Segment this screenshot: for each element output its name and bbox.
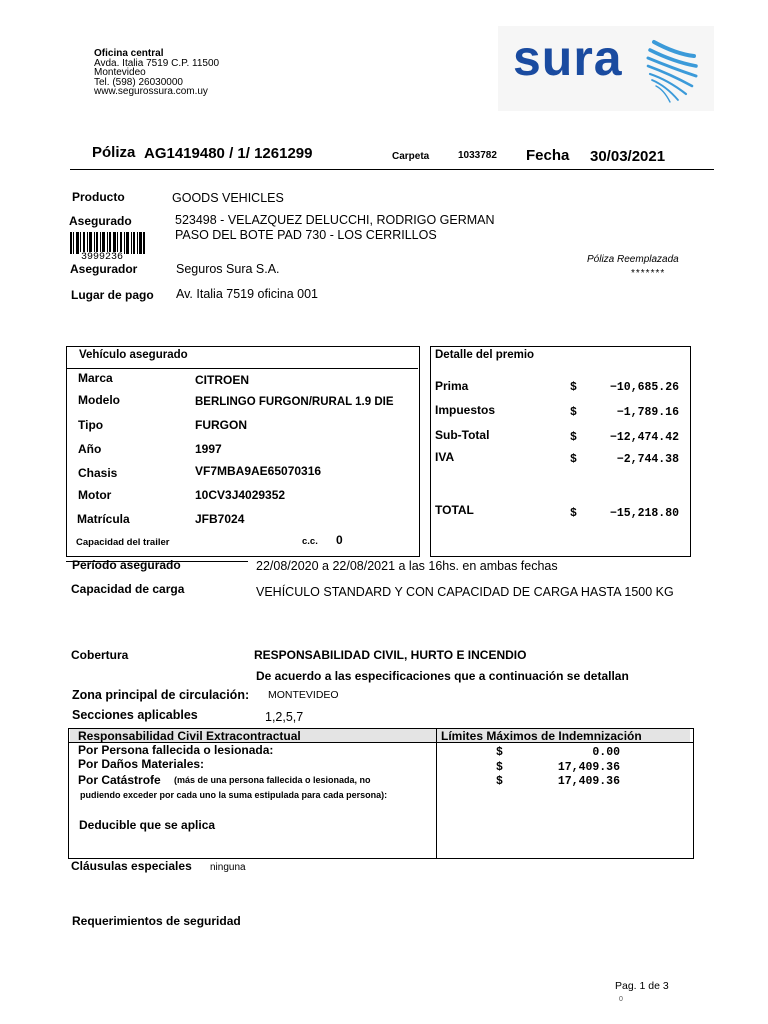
secciones-value: 1,2,5,7 xyxy=(265,710,304,724)
trailer-label: Capacidad del trailer xyxy=(76,537,170,548)
footer-small: 0 xyxy=(619,996,623,1003)
fecha-value: 30/03/2021 xyxy=(590,148,666,165)
barcode-icon xyxy=(70,232,146,254)
asegurador-label: Asegurador xyxy=(70,262,138,276)
company-logo xyxy=(498,26,714,111)
zona-value: MONTEVIDEO xyxy=(268,689,339,701)
catastrofe-currency: $ xyxy=(496,775,503,788)
motor-value: 10CV3J4029352 xyxy=(195,488,286,502)
producto-label: Producto xyxy=(72,190,125,204)
matricula-label: Matrícula xyxy=(77,512,130,526)
header-divider xyxy=(70,169,714,170)
poliza-reemplazada-label: Póliza Reemplazada xyxy=(587,254,679,265)
requerimientos-label: Requerimientos de seguridad xyxy=(72,914,241,928)
capacidad-label: Capacidad de carga xyxy=(71,582,185,596)
cobertura-note: De acuerdo a las especificaciones que a continuación se detallan xyxy=(256,669,629,683)
office-address: Avda. Italia 7519 C.P. 11500 xyxy=(94,57,220,69)
cc-value: 0 xyxy=(336,533,343,547)
catastrofe-note1: (más de una persona fallecida o lesionada, no xyxy=(174,775,371,785)
marca-label: Marca xyxy=(78,371,113,385)
subtotal-amount: −12,474.42 xyxy=(609,431,679,444)
danos-label: Por Daños Materiales: xyxy=(78,757,205,771)
carpeta-label: Carpeta xyxy=(392,151,430,162)
asegurado-line2: PASO DEL BOTE PAD 730 - LOS CERRILLOS xyxy=(175,228,437,242)
barcode-number: 3999236 xyxy=(81,252,124,263)
subtotal-currency: $ xyxy=(570,431,577,444)
periodo-value: 22/08/2020 a 22/08/2021 a las 16hs. en ambas fechas xyxy=(256,559,558,573)
coverage-table-vline xyxy=(436,728,437,859)
office-city: Montevideo xyxy=(94,67,146,78)
marca-value: CITROEN xyxy=(195,373,249,387)
clausulas-value: ninguna xyxy=(210,862,246,873)
iva-amount: −2,744.38 xyxy=(616,453,679,466)
total-currency: $ xyxy=(570,507,577,520)
asegurado-line1: 523498 - VELAZQUEZ DELUCCHI, RODRIGO GERMAN xyxy=(175,213,495,227)
iva-label: IVA xyxy=(435,450,455,464)
secciones-label: Secciones aplicables xyxy=(72,708,198,722)
barcode xyxy=(70,232,146,264)
lugar-label: Lugar de pago xyxy=(71,288,154,302)
tipo-label: Tipo xyxy=(78,418,104,432)
page-number: Pag. 1 de 3 xyxy=(615,980,669,992)
danos-amount: 17,409.36 xyxy=(557,761,620,774)
premium-box xyxy=(430,346,691,557)
asegurado-label: Asegurado xyxy=(69,214,132,228)
poliza-value: AG1419480 / 1/ 1261299 xyxy=(144,145,313,162)
producto-value: GOODS VEHICLES xyxy=(172,191,284,205)
modelo-value: BERLINGO FURGON/RURAL 1.9 DIE xyxy=(195,396,394,408)
zona-label: Zona principal de circulación: xyxy=(72,688,250,702)
motor-label: Motor xyxy=(78,488,112,502)
chasis-label: Chasis xyxy=(78,466,118,480)
cobertura-value: RESPONSABILIDAD CIVIL, HURTO E INCENDIO xyxy=(254,648,527,662)
table-col2-header: Límites Máximos de Indemnización xyxy=(441,729,642,743)
deducible-label: Deducible que se aplica xyxy=(79,818,216,832)
periodo-label: Período asegurado xyxy=(72,558,181,572)
table-col1-header: Responsabilidad Civil Extracontractual xyxy=(78,729,301,743)
impuestos-amount: −1,789.16 xyxy=(616,406,679,419)
matricula-value: JFB7024 xyxy=(195,512,245,526)
subtotal-label: Sub-Total xyxy=(435,428,490,442)
prima-currency: $ xyxy=(570,381,577,394)
chasis-value: VF7MBA9AE65070316 xyxy=(195,464,322,478)
tipo-value: FURGON xyxy=(195,418,247,432)
clausulas-label: Cláusulas especiales xyxy=(71,859,192,873)
vehicle-title: Vehículo asegurado xyxy=(79,349,188,361)
danos-currency: $ xyxy=(496,761,503,774)
prima-amount: −10,685.26 xyxy=(609,381,679,394)
persona-amount: 0.00 xyxy=(592,746,620,759)
persona-label: Por Persona fallecida o lesionada: xyxy=(78,743,274,757)
persona-currency: $ xyxy=(496,746,503,759)
fecha-label: Fecha xyxy=(526,147,570,164)
premium-title: Detalle del premio xyxy=(435,349,535,361)
office-title: Oficina central xyxy=(94,48,164,59)
total-label: TOTAL xyxy=(435,503,474,517)
logo-text: sura xyxy=(513,30,623,86)
catastrofe-label: Por Catástrofe xyxy=(78,773,161,787)
poliza-reemplazada-value: ******* xyxy=(631,268,666,279)
iva-currency: $ xyxy=(570,453,577,466)
total-amount: −15,218.80 xyxy=(609,507,679,520)
lugar-value: Av. Italia 7519 oficina 001 xyxy=(176,287,318,301)
vehicle-box-divider xyxy=(66,368,418,369)
sura-fan-logo-icon xyxy=(636,34,700,106)
office-web: www.segurossura.com.uy xyxy=(94,86,208,97)
catastrofe-amount: 17,409.36 xyxy=(557,775,620,788)
capacidad-value: VEHÍCULO STANDARD Y CON CAPACIDAD DE CARGA HASTA 1500 KG xyxy=(256,585,674,599)
catastrofe-note2: pudiendo exceder por cada uno la suma estipulada para cada persona): xyxy=(80,790,388,800)
poliza-label: Póliza xyxy=(92,144,136,161)
anio-label: Año xyxy=(78,442,102,456)
office-phone: Tel. (598) 26030000 xyxy=(94,76,183,88)
carpeta-value: 1033782 xyxy=(458,150,497,161)
impuestos-label: Impuestos xyxy=(435,403,496,417)
cc-label: c.c. xyxy=(302,536,318,547)
office-info xyxy=(94,49,219,97)
asegurador-value: Seguros Sura S.A. xyxy=(176,262,280,276)
anio-value: 1997 xyxy=(195,442,222,456)
prima-label: Prima xyxy=(435,379,469,393)
modelo-label: Modelo xyxy=(78,393,120,407)
impuestos-currency: $ xyxy=(570,406,577,419)
cobertura-label: Cobertura xyxy=(71,648,129,662)
